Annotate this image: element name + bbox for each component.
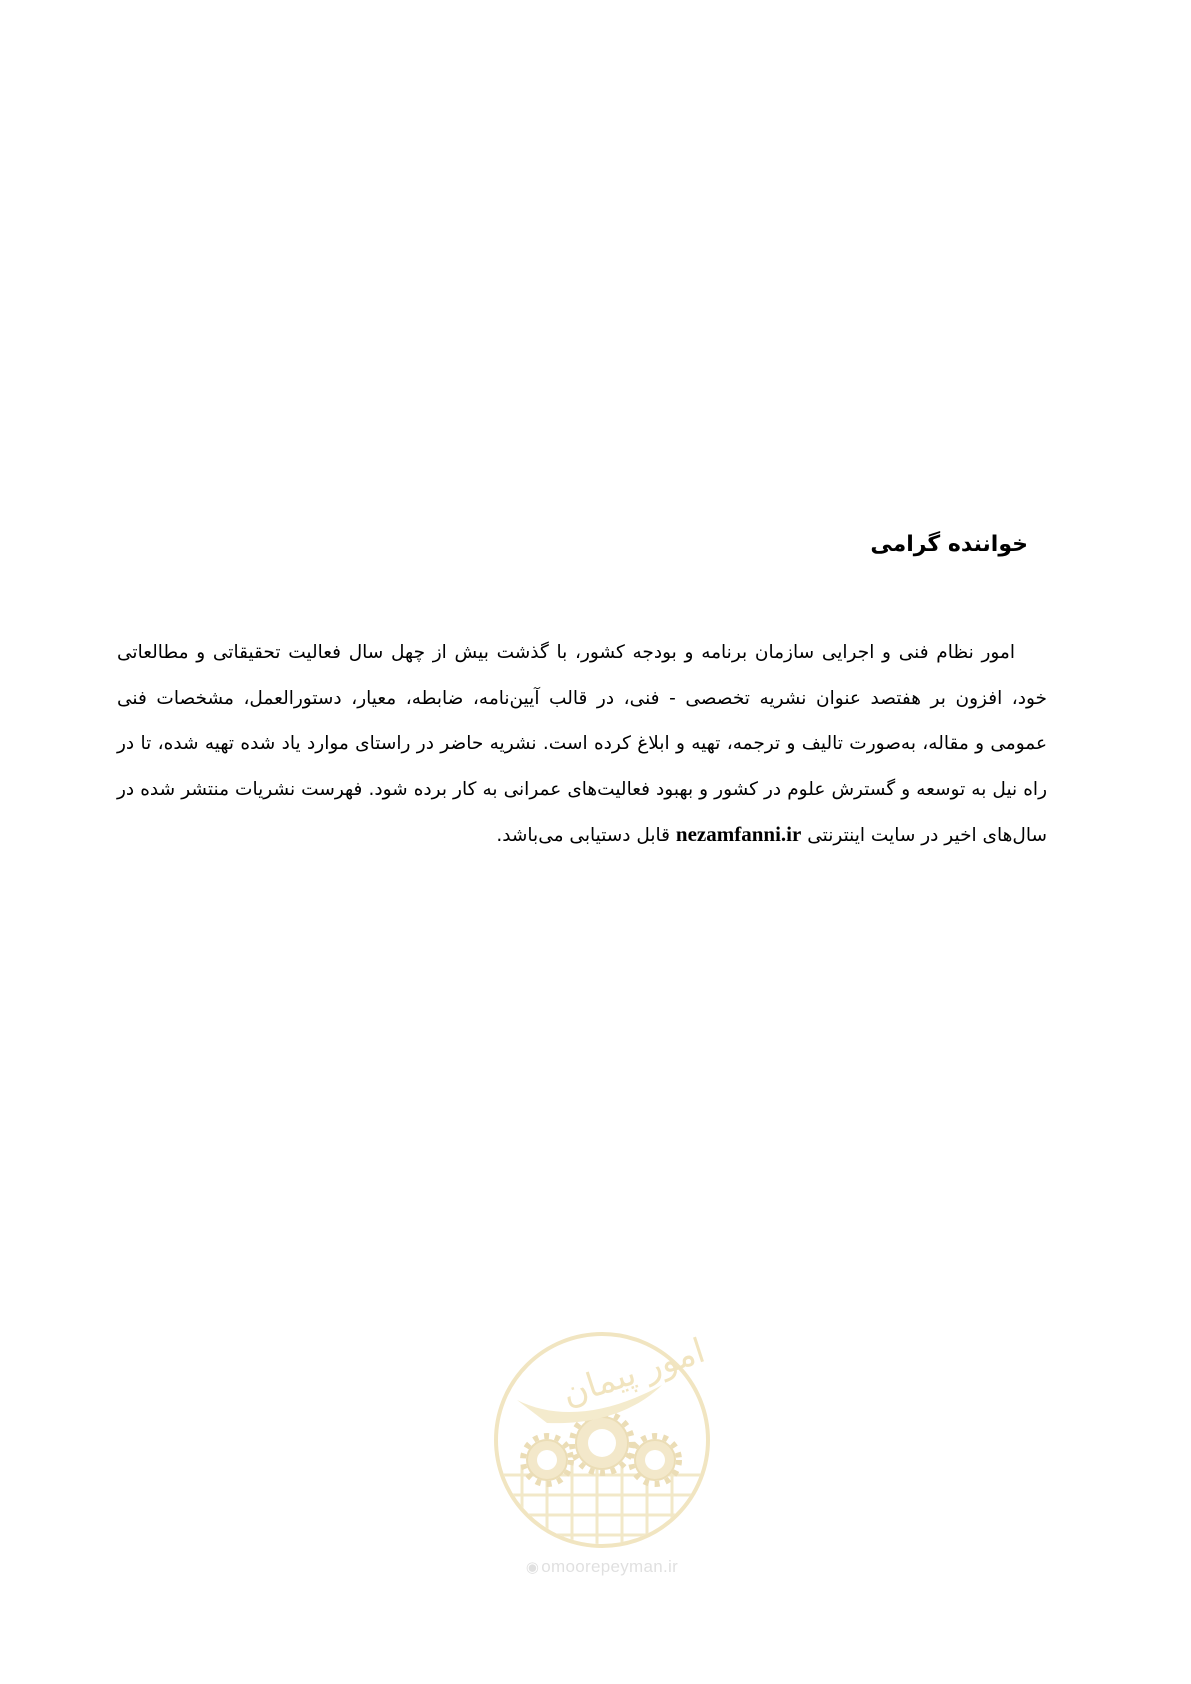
watermark-caption-text: omoorepeyman.ir — [541, 1557, 679, 1576]
intro-paragraph — [117, 630, 1047, 859]
paragraph-end-text: قابل دستیابی می‌باشد. — [496, 825, 671, 846]
seal-icon — [487, 1325, 717, 1555]
page-heading: خواننده گرامی — [870, 532, 1028, 557]
watermark-logo — [487, 1325, 717, 1585]
website-link[interactable]: nezamfanni.ir — [675, 822, 802, 846]
instagram-at-icon: ◉ — [525, 1559, 540, 1576]
paragraph-main-text: امور نظام فنی و اجرایی سازمان برنامه و بودجه کشور، با گذشت بیش از چهل سال فعالیت تحقیقاتی و مطالعاتی خود، افزون بر هفتصد عنوان نشریه تخصصی - فنی، در قالب آیین‌نامه، ضابطه، معیار، دستورالعمل، مشخصات فنی عمومی و مقاله، به‌صورت تالیف و ترجمه، تهیه و ابلاغ کرده است. نشریه حاضر در راستای موارد یاد شده تهیه شده، تا در راه نیل به توسعه و گسترش علوم در کشور و بهبود فعالیت‌های عمرانی به کار برده شود. فهرست نشریات منتشر شده در سال‌های اخیر در سایت اینترنتی — [117, 642, 1047, 846]
logo-calligraphy: امور پیمان — [557, 1330, 710, 1415]
watermark-caption — [487, 1557, 717, 1577]
